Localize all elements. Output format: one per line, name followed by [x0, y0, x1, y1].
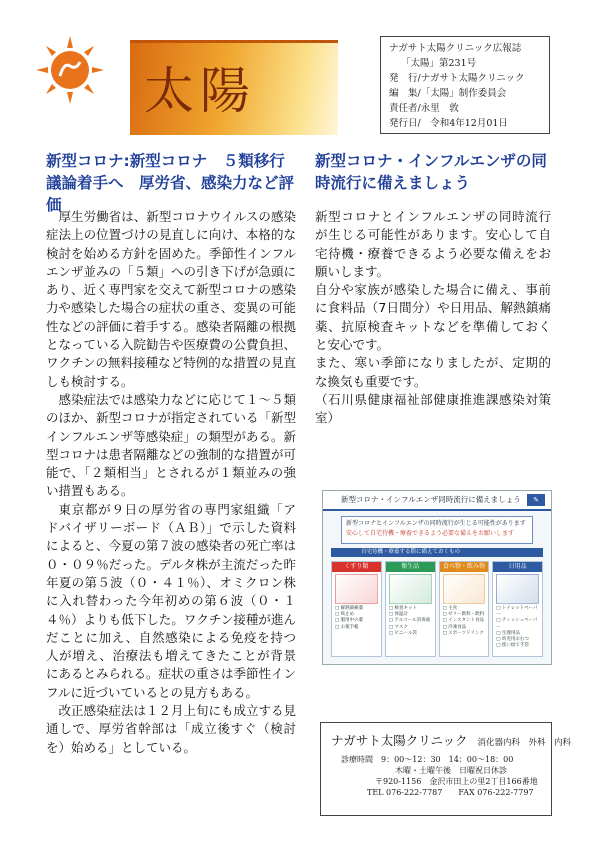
- category-item: □ 幼児用おむつ: [496, 637, 529, 643]
- clinic-address: 〒920-1156 金沢市田上の里2丁目166番地: [375, 777, 538, 786]
- masthead-info: [380, 36, 550, 134]
- infographic-category: [492, 561, 543, 657]
- category-item: □ インスタント食品: [442, 618, 485, 624]
- left-paragraph: 東京都が９日の厚労省の専門家組織「アドバイザリーボード（ＡＢ）」で示した資料によると、今夏の第７波の感染者の死亡率は０・０９％だった。デルタ株が主流だった昨年夏の第５波（０・４１％）、オミクロン株に入れ替わった今年初めの第６波（０・１４％）よりも低下した。ワクチン接種が進んだことに加え、自然感染による免疫を持つ人が増え、治療法も増えてきたことが背景にあるとみられる。症状の重さは季節性インフルに近づいているとの見方もある。: [46, 501, 297, 700]
- category-item-list: [386, 606, 435, 637]
- category-item: □ 使い捨て手袋: [496, 643, 529, 649]
- category-item: □ 解熱鎮痛薬: [335, 606, 364, 611]
- clinic-info-box: [320, 722, 572, 816]
- right-paragraph: （石川県健康福祉部健康推進課感染対策室）: [315, 391, 551, 426]
- category-item-list: [440, 606, 489, 637]
- masthead-line: 発行日/ 令和4年12月01日: [389, 118, 508, 129]
- category-item: □ マスク: [388, 624, 408, 630]
- clinic-contact: TEL 076-222-7787 FAX 076-222-7797: [367, 788, 534, 797]
- clinic-hours: 診療時間 9：00～12：30 14：00～18：00: [341, 755, 514, 764]
- right-paragraph: また、寒い季節になりましたが、定期的な換気も重要です。: [315, 355, 551, 389]
- category-item: □ ビニール袋: [388, 630, 417, 636]
- infographic-category: [439, 561, 490, 657]
- masthead-line: 発 行/ナガサト太陽クリニック: [389, 73, 525, 84]
- category-item: □ 検査キット: [388, 606, 417, 611]
- category-illustration-icon: [389, 574, 432, 604]
- left-article-body: [46, 208, 296, 757]
- category-title: 食べ物・飲み物: [440, 562, 489, 572]
- category-item: □ ゼリー飲料・飲料: [442, 612, 485, 618]
- infographic-note-line: 安心して自宅待機・療養できるよう必要な備えをお願いします: [346, 530, 515, 537]
- masthead-line: 責任者/永里 敦: [389, 103, 459, 114]
- category-item: □ アルコール消毒液: [388, 618, 431, 624]
- category-item: □ お薬手帳: [335, 624, 359, 630]
- category-title: 日用品: [493, 562, 542, 572]
- infographic-band: 自宅待機・療養する際に備えておくもの: [331, 548, 543, 557]
- infographic-categories: [331, 561, 543, 657]
- left-paragraph: 改正感染症法は１２月上旬にも成立する見通しで、厚労省幹部は「成立後すぐ（検討を）始める」としている。: [46, 703, 297, 755]
- infographic-header: [323, 491, 551, 511]
- clinic-logo: [34, 34, 106, 106]
- category-item: □ スポーツドリンク: [442, 630, 484, 636]
- category-item-list: [332, 606, 381, 631]
- category-item: □ ティッシュペーパー: [496, 618, 538, 630]
- masthead-line: 編 集/「太陽」制作委員会: [389, 88, 507, 99]
- infographic-header-text: 新型コロナ・インフルエンザ同時流行に備えましょう: [341, 495, 521, 504]
- left-paragraph: 感染症法では感染力などに応じて１～５類のほか、新型コロナが指定されている「新型インフルエンザ等感染症」の類型がある。新型コロナは患者隔離などの強制的な措置が可能で、「２類相当」とされるが１類並みの強い措置もある。: [46, 391, 297, 499]
- clinic-name: ナガサト太陽クリニック: [331, 733, 468, 748]
- newsletter-title: 太陽: [144, 62, 256, 120]
- preparedness-infographic: [322, 490, 552, 665]
- clinic-closed-days: 木曜・土曜午後 日曜祝日休診: [395, 766, 507, 775]
- left-paragraph: 厚生労働省は、新型コロナウイルスの感染症法上の位置づけの見直しに向け、本格的な検討を始める方針を固めた。季節性インフルエンザ並みの「５類」への引き下げが急頭にあり、近く専門家を交えて新型コロナの感染力や感染した場合の症状の重さ、変異の可能性などの評価に着手する。感染者隔離の根拠となっている入院勧告や医療費の公費負担、ワクチンの無料接種など特例的な措置の見直しも検討する。: [46, 209, 297, 389]
- category-item: □ 生理用品: [496, 630, 520, 636]
- title-banner: [130, 40, 338, 135]
- infographic-category: [385, 561, 436, 657]
- left-article-title: 新型コロナ:新型コロナ ５類移行議論着手へ 厚労省、感染力など評価: [46, 152, 295, 214]
- infographic-note: [341, 516, 533, 544]
- category-title: 衛生品: [386, 562, 435, 572]
- category-item: □ 主食: [442, 606, 458, 611]
- infographic-category: [331, 561, 382, 657]
- category-item: □ 咳止め: [335, 612, 355, 618]
- clinic-name-line: [331, 731, 572, 749]
- right-paragraph: 自分や家族が感染した場合に備え、事前に食料品（7日間分）や日用品、解熱鎮痛薬、抗原検査キットなどを準備しておくと安心です。: [315, 282, 551, 353]
- right-article-title: 新型コロナ・インフルエンザの同時流行に備えましょう: [315, 152, 547, 192]
- clinic-departments: 消化器内科 外科 内科: [477, 738, 572, 748]
- category-item-list: [493, 606, 542, 649]
- prefecture-logo-icon: ✎: [527, 494, 545, 506]
- masthead-line: ナガサト太陽クリニック広報誌: [389, 43, 522, 54]
- masthead-line: 「太陽」第231号: [401, 58, 477, 69]
- category-item: □ 冷凍食品: [442, 624, 467, 630]
- category-illustration-icon: [496, 574, 539, 604]
- right-paragraph: 新型コロナとインフルエンザの同時流行が生じる可能性があります。安心して自宅待機・療養できるよう必要な備えをお願いします。: [315, 209, 551, 279]
- sun-disc: [51, 51, 89, 89]
- category-illustration-icon: [335, 574, 378, 604]
- category-illustration-icon: [443, 574, 486, 604]
- right-article-body: [315, 208, 551, 428]
- infographic-note-line: 新型コロナとインフルエンザの同時流行が生じる可能性があります: [346, 520, 526, 527]
- category-title: くすり類: [332, 562, 381, 572]
- category-item: □ トイレットペーパー: [496, 606, 538, 618]
- category-item: □ 体温計: [388, 612, 408, 618]
- category-item: □ 服用中の薬: [335, 618, 364, 624]
